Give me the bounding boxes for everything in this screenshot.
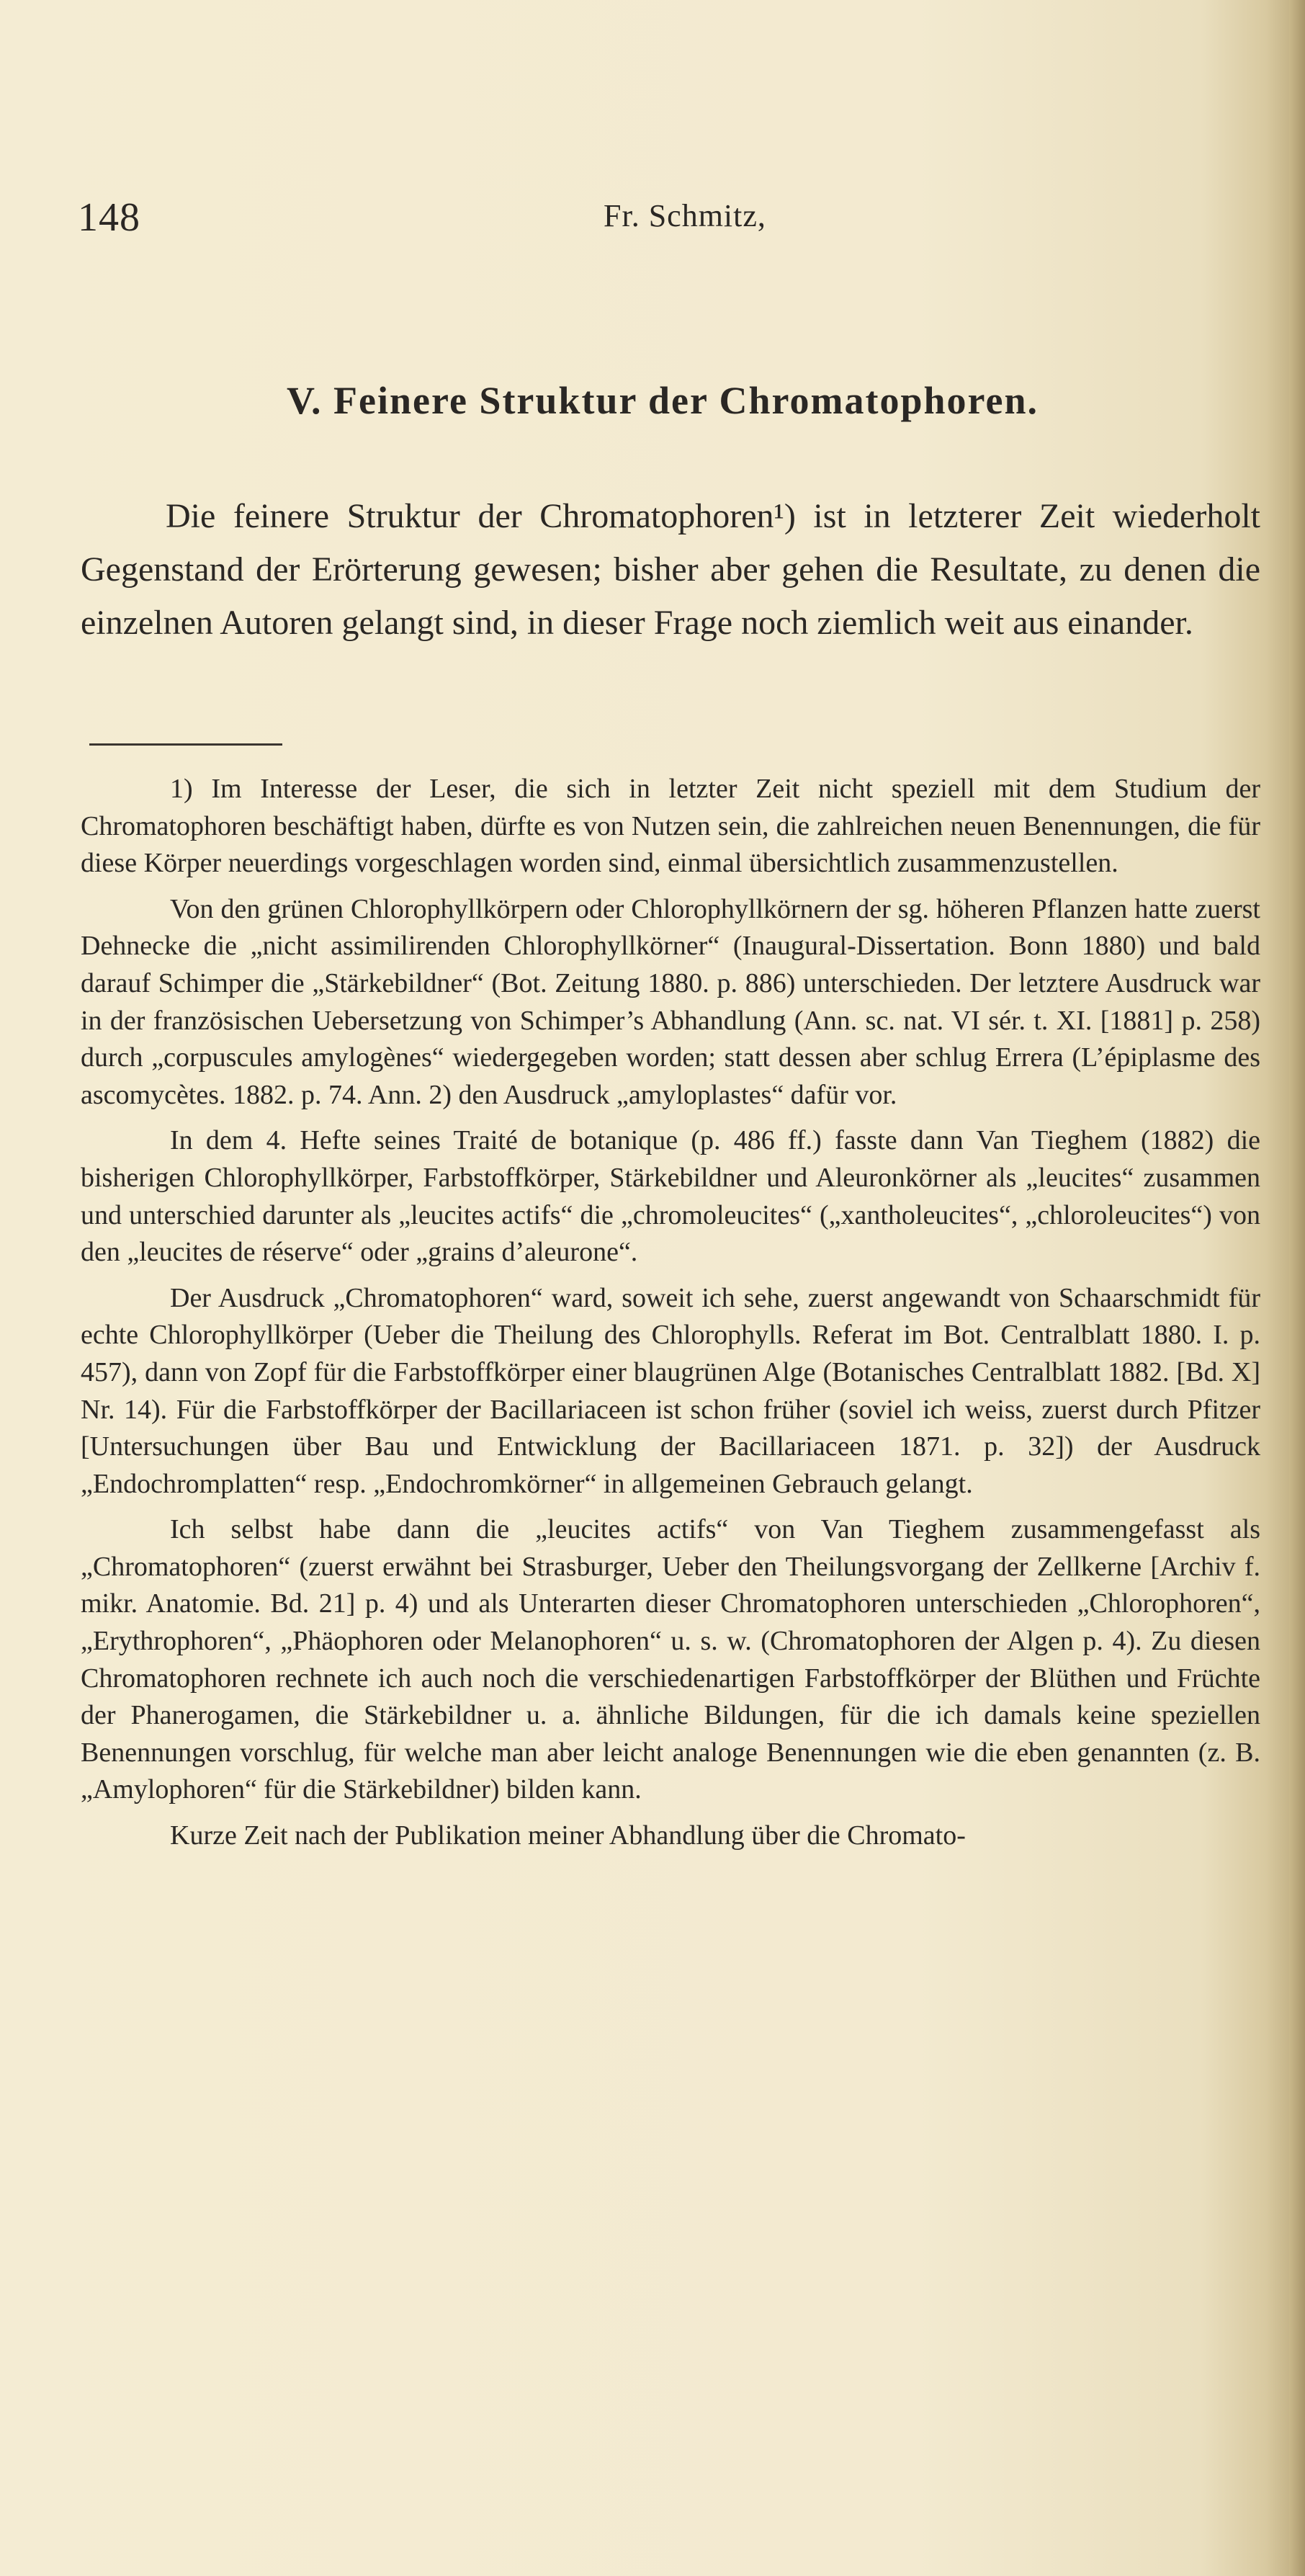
footnotes — [81, 771, 1260, 1855]
running-head — [78, 194, 1259, 245]
page-edge — [1289, 0, 1305, 2576]
footnote-paragraph: Ich selbst habe dann die „leucites actifs“ von Van Tieghem zusammengefasst als „Chromatophoren“ (zuerst erwähnt bei Strasburger, Ueber den Theilungsvorgang der Zellkerne [Archiv f. mikr. Anatomie. Bd. 21] p. 4) und als Unterarten dieser Chromatophoren unterschieden „Chlorophoren“, „Erythrophoren“, „Phäophoren oder Melanophoren“ u. s. w. (Chromatophoren der Algen p. 4). Zu diesen Chromatophoren rechnete ich auch noch die verschiedenartigen Farbstoffkörper der Blüthen und Früchte der Phanerogamen, die Stärkebildner u. a. ähnliche Bildungen, für die ich damals keine speziellen Benennungen vorschlug, für welche man aber leicht analoge Benennungen wie die eben genannten (z. B. „Amylophoren“ für die Stärkebildner) bilden kann. — [81, 1514, 1260, 1805]
body-paragraph: Die feinere Struktur der Chromatophoren¹) ist in letzterer Zeit wiederholt Gegenstand der Erörterung gewesen; bisher aber gehen die Resultate, zu denen die einzelnen Autoren gelangt sind, in dieser Frage noch ziemlich weit aus einander. — [81, 497, 1260, 642]
footnote-paragraph: In dem 4. Hefte seines Traité de botanique (p. 486 ff.) fasste dann Van Tieghem (1882) die bisherigen Chlorophyllkörper, Farbstoffkörper, Stärkebildner und Aleuronkörner als „leucites“ zusammen und unterschied darunter als „leucites actifs“ die „chromoleucites“ („xantholeucites“, „chloroleucites“) von den „leucites de réserve“ oder „grains d’aleurone“. — [81, 1125, 1260, 1268]
footnote-paragraph: Kurze Zeit nach der Publikation meiner Abhandlung über die Chromato- — [170, 1820, 966, 1851]
footnote-paragraph: Der Ausdruck „Chromatophoren“ ward, soweit ich sehe, zuerst angewandt von Schaarschmidt für echte Chlorophyllkörper (Ueber die Theilung des Chlorophylls. Referat im Bot. Centralblatt 1880. I. p. 457), dann von Zopf für die Farbstoffkörper einer blaugrünen Alge (Botanisches Centralblatt 1882. [Bd. X] Nr. 14). Für die Farbstoffkörper der Bacillariaceen ist schon früher (soviel ich weiss, zuerst durch Pfitzer [Untersuchungen über Bau und Entwicklung der Bacillariaceen 1871. p. 32]) der Ausdruck „Endochromplatten“ resp. „Endochromkörner“ in allgemeinen Gebrauch gelangt. — [81, 1282, 1260, 1499]
page-number: 148 — [78, 195, 140, 240]
footnote-divider — [89, 743, 282, 746]
footnote-paragraph: 1) Im Interesse der Leser, die sich in letzter Zeit nicht speziell mit dem Studium der Chromatophoren beschäftigt haben, dürfte es von Nutzen sein, die zahlreichen neuen Benennungen, die für diese Körper neuerdings vorgeschlagen worden sind, einmal übersichtlich zusammenzustellen. — [81, 774, 1260, 879]
footnote-paragraph: Von den grünen Chlorophyllkörpern oder Chlorophyllkörnern der sg. höheren Pflanzen hatte zuerst Dehnecke die „nicht assimilirenden Chlorophyllkörner“ (Inaugural-Dissertation. Bonn 1880) und bald darauf Schimper die „Stärkebildner“ (Bot. Zeitung 1880. p. 886) unterschieden. Der letztere Ausdruck war in der französischen Uebersetzung von Schimper’s Abhandlung (Ann. sc. nat. VI sér. t. XI. [1881] p. 258) durch „corpuscules amylogènes“ wiedergegeben worden; statt dessen aber schlug Errera (L’épiplasme des ascomycètes. 1882. p. 74. Ann. 2) den Ausdruck „amyloplastes“ dafür vor. — [81, 893, 1260, 1110]
running-title: Fr. Schmitz, — [604, 198, 766, 233]
section-title: V. Feinere Struktur der Chromatophoren. — [286, 379, 1039, 422]
